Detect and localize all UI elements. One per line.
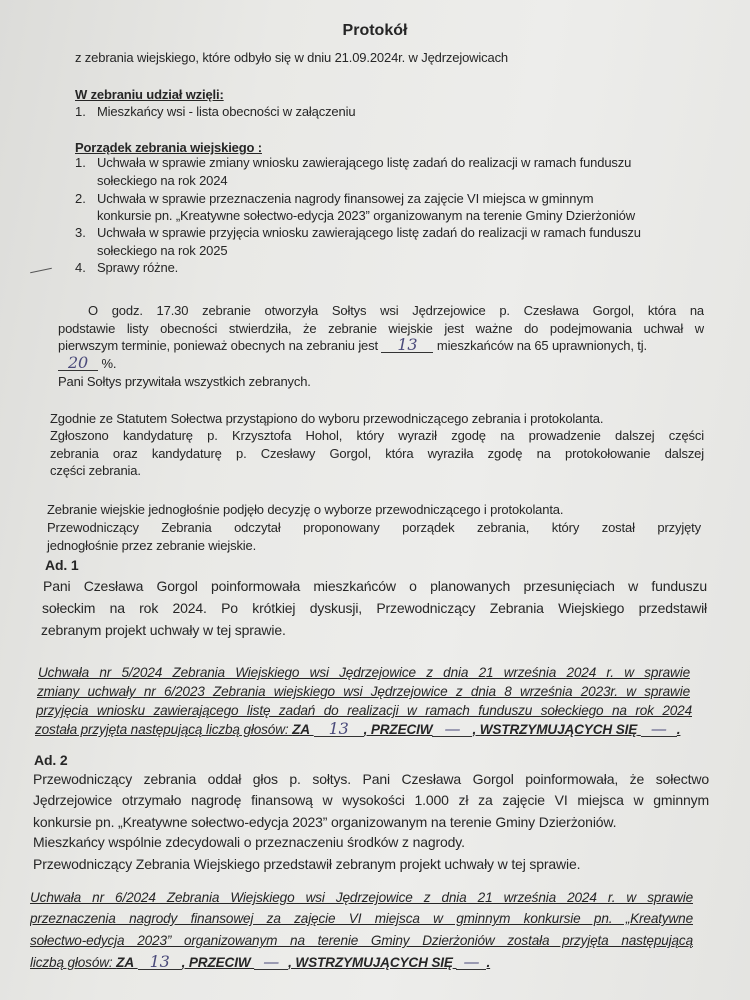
text-line: Zgłoszono kandydaturę p. Krzysztofa Hohol, który wyraził zgodę na prowadzenie dalszej części (50, 428, 704, 443)
text-segment: została przyjęta następującą liczbą głosów: (35, 722, 289, 737)
list-number: 4. (75, 260, 86, 275)
list-number: 2. (75, 191, 86, 206)
list-number: 3. (75, 225, 86, 240)
text-line: przeznaczenia nagrody finansowej za zajęcie VI miejsca w gminnym konkursie pn. „Kreatywne (30, 911, 693, 926)
text-line: Uchwała nr 5/2024 Zebrania Wiejskiego wsi Jędrzejowice z dnia 21 września 2024 r. w sprawie (38, 665, 690, 680)
text-line: Jędrzejowice otrzymało nagrodę finansową w wysokości 1.000 zł za zajęcie VI miejsca w gminnym (33, 792, 709, 808)
handwritten-percent: 20 (58, 355, 98, 371)
votes-abstain-value: — (641, 721, 677, 737)
text-segment: mieszkańców na 65 uprawnionych, tj. (436, 338, 647, 353)
vote-line (30, 954, 490, 971)
text-line: Uchwała nr 6/2024 Zebrania Wiejskiego wsi Jędrzejowice z dnia 21 września 2024 r. w sprawie (30, 890, 693, 905)
votes-abstain-label: , WSTRZYMUJĄCYCH SIĘ (288, 955, 453, 970)
text-line: Przewodniczący Zebrania Wiejskiego przedstawił zebranym projekt uchwały w tej sprawie. (33, 856, 581, 872)
text-segment: %. (101, 356, 117, 371)
list-number: 1. (75, 155, 86, 170)
text-line: części zebrania. (50, 463, 141, 478)
text-line: jednogłośnie przez zebranie wiejskie. (47, 538, 257, 553)
vote-line (35, 721, 680, 738)
agenda-item: sołeckiego na rok 2025 (97, 243, 228, 258)
votes-against-label: , PRZECIW (363, 722, 433, 737)
votes-for-value: 13 (314, 721, 364, 737)
text-line: zmiany uchwały nr 6/2023 Zebrania wiejskiego wsi Jędrzejowice z dnia 8 września 2023r. w sprawie (37, 684, 690, 699)
text-segment: liczbą głosów: (30, 955, 113, 970)
section-heading: Ad. 2 (34, 752, 68, 768)
text-line (58, 355, 116, 372)
votes-abstain-label: , WSTRZYMUJĄCYCH SIĘ (472, 722, 638, 737)
text-line: Przewodniczący Zebrania odczytał proponowany porządek zebrania, który został przyjęty (47, 520, 701, 535)
document-title: Protokół (342, 22, 408, 39)
agenda-item: Uchwała w sprawie przeznaczenia nagrody finansowej za zajęcie VI miejsca w gminnym (97, 191, 594, 206)
text-line: Zebranie wiejskie jednogłośnie podjęło decyzję o wyborze przewodniczącego i protokolanta. (47, 502, 564, 517)
text-line: Pani Czesława Gorgol poinformowała mieszkańców o planowanych przesunięciach w funduszu (43, 578, 707, 594)
votes-against-value: — (432, 721, 472, 737)
agenda-item: Sprawy różne. (97, 260, 179, 275)
pen-mark (30, 268, 52, 274)
agenda-item: sołeckiego na rok 2024 (97, 173, 228, 188)
text-line: Mieszkańcy wspólnie zdecydowali o przeznaczeniu środków z nagrody. (33, 834, 465, 850)
text-line: konkursie pn. „Kreatywne sołectwo-edycja 2023” organizowanym na terenie Gminy Dzierżoniów. (33, 814, 617, 830)
votes-abstain-value: — (456, 954, 486, 970)
agenda-item: Uchwała w sprawie zmiany wniosku zawierającego listę zadań do realizacji w ramach funduszu (97, 155, 632, 170)
text-line: zebrania oraz kandydaturę p. Czesławy Gorgol, która wyraziła zgodę na protokołowanie dalszej (50, 446, 704, 461)
handwritten-present-count: 13 (381, 337, 433, 353)
text-line: podstawie listy obecności stwierdziła, że zebranie wiejskie jest ważne do podejmowania uchwał w (58, 321, 704, 336)
document-subtitle: z zebrania wiejskiego, które odbyło się w dniu 21.09.2024r. w Jędrzejowicach (75, 50, 509, 65)
agenda-item: Uchwała w sprawie przyjęcia wniosku zawierającego listę zadań do realizacji w ramach funduszu (97, 225, 641, 240)
agenda-item: konkursie pn. „Kreatywne sołectwo-edycja 2023” organizowanym na terenie Gminy Dzierżoniów (97, 208, 635, 223)
text-line: sołectwo-edycja 2023” organizowanym na terenie Gminy Dzierżoniów została przyjęta następującą (30, 933, 693, 948)
votes-for-value: 13 (138, 954, 182, 970)
votes-for-label: ZA (292, 722, 310, 737)
text-line: O godz. 17.30 zebranie otworzyła Sołtys wsi Jędrzejowice p. Czesława Gorgol, która na (88, 303, 704, 318)
text-line: przyjęcia wniosku zawierającego listę zadań do realizacji w ramach funduszu sołeckiego na rok 2024 (36, 703, 692, 718)
votes-for-label: ZA (116, 955, 134, 970)
agenda-heading: Porządek zebrania wiejskiego : (75, 140, 262, 155)
section-heading: Ad. 1 (45, 557, 79, 573)
text-line: Przewodniczący zebrania oddał głos p. sołtys. Pani Czesława Gorgol poinformowała, że sołectwo (33, 771, 709, 787)
text-line: zebranym projekt uchwały w tej sprawie. (41, 622, 286, 638)
text-line: Zgodnie ze Statutem Sołectwa przystąpiono do wyboru przewodniczącego zebrania i protokolanta. (50, 411, 604, 426)
participants-heading: W zebraniu udział wzięli: (75, 87, 224, 102)
votes-against-value: — (254, 954, 288, 970)
text-line: sołeckim na rok 2024. Po krótkiej dyskusji, Przewodniczący Zebrania Wiejskiego przedstawił (42, 600, 707, 616)
text-segment: . (676, 722, 681, 737)
text-line: Pani Sołtys przywitała wszystkich zebranych. (58, 374, 311, 389)
participant-item: Mieszkańcy wsi - lista obecności w załączeniu (97, 104, 356, 119)
text-segment: . (486, 955, 491, 970)
votes-against-label: , PRZECIW (181, 955, 251, 970)
text-segment: pierwszym terminie, ponieważ obecnych na zebraniu jest (58, 338, 378, 353)
list-number: 1. (75, 104, 86, 119)
text-line (58, 337, 647, 354)
